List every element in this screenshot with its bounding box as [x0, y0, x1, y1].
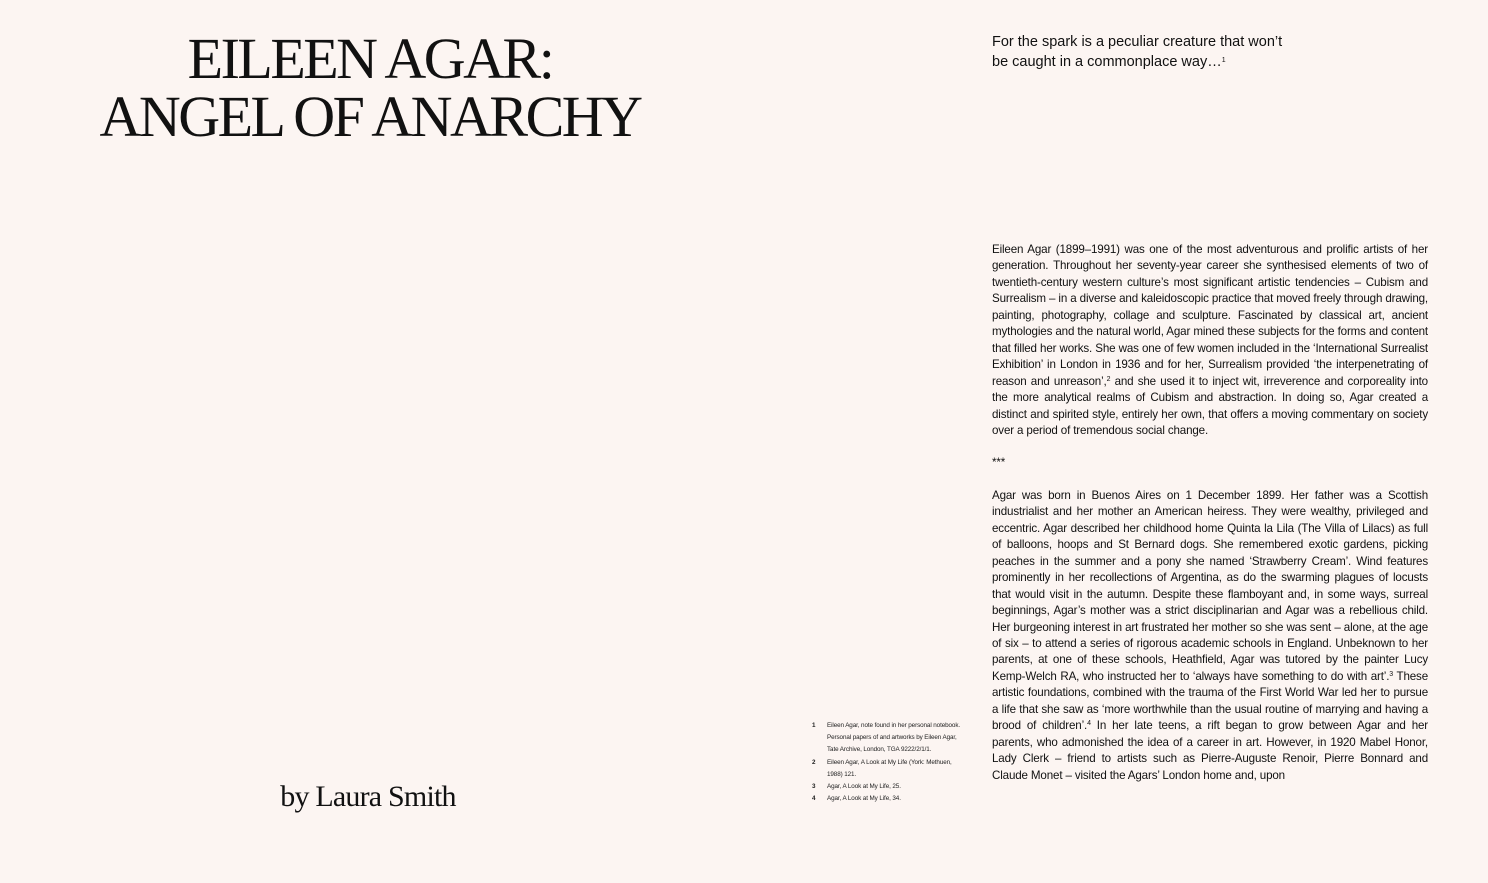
paragraph-text: and she used it to inject wit, irreverence and corporeality into the more analytical realms of Cubism and abstraction. In doing so, Agar created a distinct and spirited style, entirely her own, that offers a moving commentary on society over a period of tremendous social change.: [992, 374, 1428, 437]
footnotes-list: [812, 720, 962, 805]
footnote-number: 1: [812, 722, 816, 729]
paragraph-text: Agar was born in Buenos Aires on 1 December 1899. Her father was a Scottish industrialist and her mother an American heiress. They were wealthy, privileged and eccentric. Agar described her childhood home Quinta la Lila (The Villa of Lilacs) as full of balloons, hoops and St Bernard dogs. She remembered exotic gardens, picking peaches in the summer and a pony she named ‘Strawberry Cream’. Wind features prominently in her recollections of Argentina, as do the swarming plagues of locusts that would visit in the autumn. Despite these flamboyant and, in some ways, surreal beginnings, Agar’s mother was a strict disciplinarian and Agar was a rebellious child. Her burgeoning interest in art frustrated her mother so she was sent – alone, at the age of six – to attend a series of rigorous academic schools in England. Unbeknown to her parents, at one of these schools, Heathfield, Agar was tutored by the painter Lucy Kemp-Welch RA, who instructed her to ‘always have something to do with art’.: [992, 488, 1428, 683]
body-text: [992, 242, 1428, 784]
epigraph-line-1: For the spark is a peculiar creature that won’t: [992, 34, 1283, 50]
epigraph-line-2: be caught in a commonplace way…: [992, 54, 1222, 70]
footnote-text: Eileen Agar, A Look at My Life (York: Methuen, 1988) 121.: [827, 758, 952, 778]
paragraph: [992, 242, 1428, 439]
footnote-text: Eileen Agar, note found in her personal notebook. Personal papers of and artworks by Eileen Agar, Tate Archive, London, TGA 9222/2/1/1.: [827, 722, 961, 754]
paragraph-text: Eileen Agar (1899–1991) was one of the most adventurous and prolific artists of her generation. Throughout her seventy-year career she synthesised elements of two of twentieth-century western culture’s most significant artistic tendencies – Cubism and Surrealism – in a diverse and kaleidoscopic practice that moved freely through drawing, painting, photography, collage and sculpture. Fascinated by classical art, ancient mythologies and the natural world, Agar mined these subjects for the forms and content that filled her works. She was one of few women included in the ‘International Surrealist Exhibition’ in London in 1936 and for her, Surrealism provided ‘the interpenetrating of reason and unreason’,: [992, 243, 1428, 388]
title-line-1: EILEEN AGAR:: [187, 26, 553, 91]
paragraph: [992, 488, 1428, 784]
footnote-number: 3: [812, 783, 816, 791]
footnote-number: 4: [812, 795, 816, 803]
paragraph-text: These artistic foundations, combined with the trauma of the First World War led her to pursue a life that she saw as ‘more worthwhile than the usual routine of marrying and having a brood of children’.: [992, 669, 1429, 733]
footnote-ref: 2: [1106, 375, 1111, 383]
footnote-ref: 1: [1221, 57, 1226, 64]
footnote-ref: 4: [1087, 720, 1091, 728]
footnote-item: [812, 781, 962, 793]
footnote-item: [812, 793, 962, 805]
title-line-2: ANGEL OF ANARCHY: [99, 84, 641, 149]
epigraph: [992, 32, 1322, 72]
paragraph-text: In her late teens, a rift began to grow between Agar and her parents, who admonished the idea of a career in art. However, in 1920 Mabel Honor, Lady Clerk – friend to artists such as Pierre-Auguste Renoir, Pierre Bonnard and Claude Monet – visited the Agars’ London home and, upon: [992, 719, 1428, 782]
page-title: [60, 26, 680, 149]
footnote-text: Agar, A Look at My Life, 25.: [827, 783, 901, 791]
footnote-number: 2: [812, 758, 816, 766]
footnote-item: [812, 720, 962, 757]
footnote-ref: 3: [1389, 670, 1394, 678]
author-byline: by Laura Smith: [280, 780, 456, 813]
section-separator: ***: [992, 456, 1006, 470]
footnote-item: [812, 757, 962, 781]
footnote-text: Agar, A Look at My Life, 34.: [827, 795, 901, 803]
